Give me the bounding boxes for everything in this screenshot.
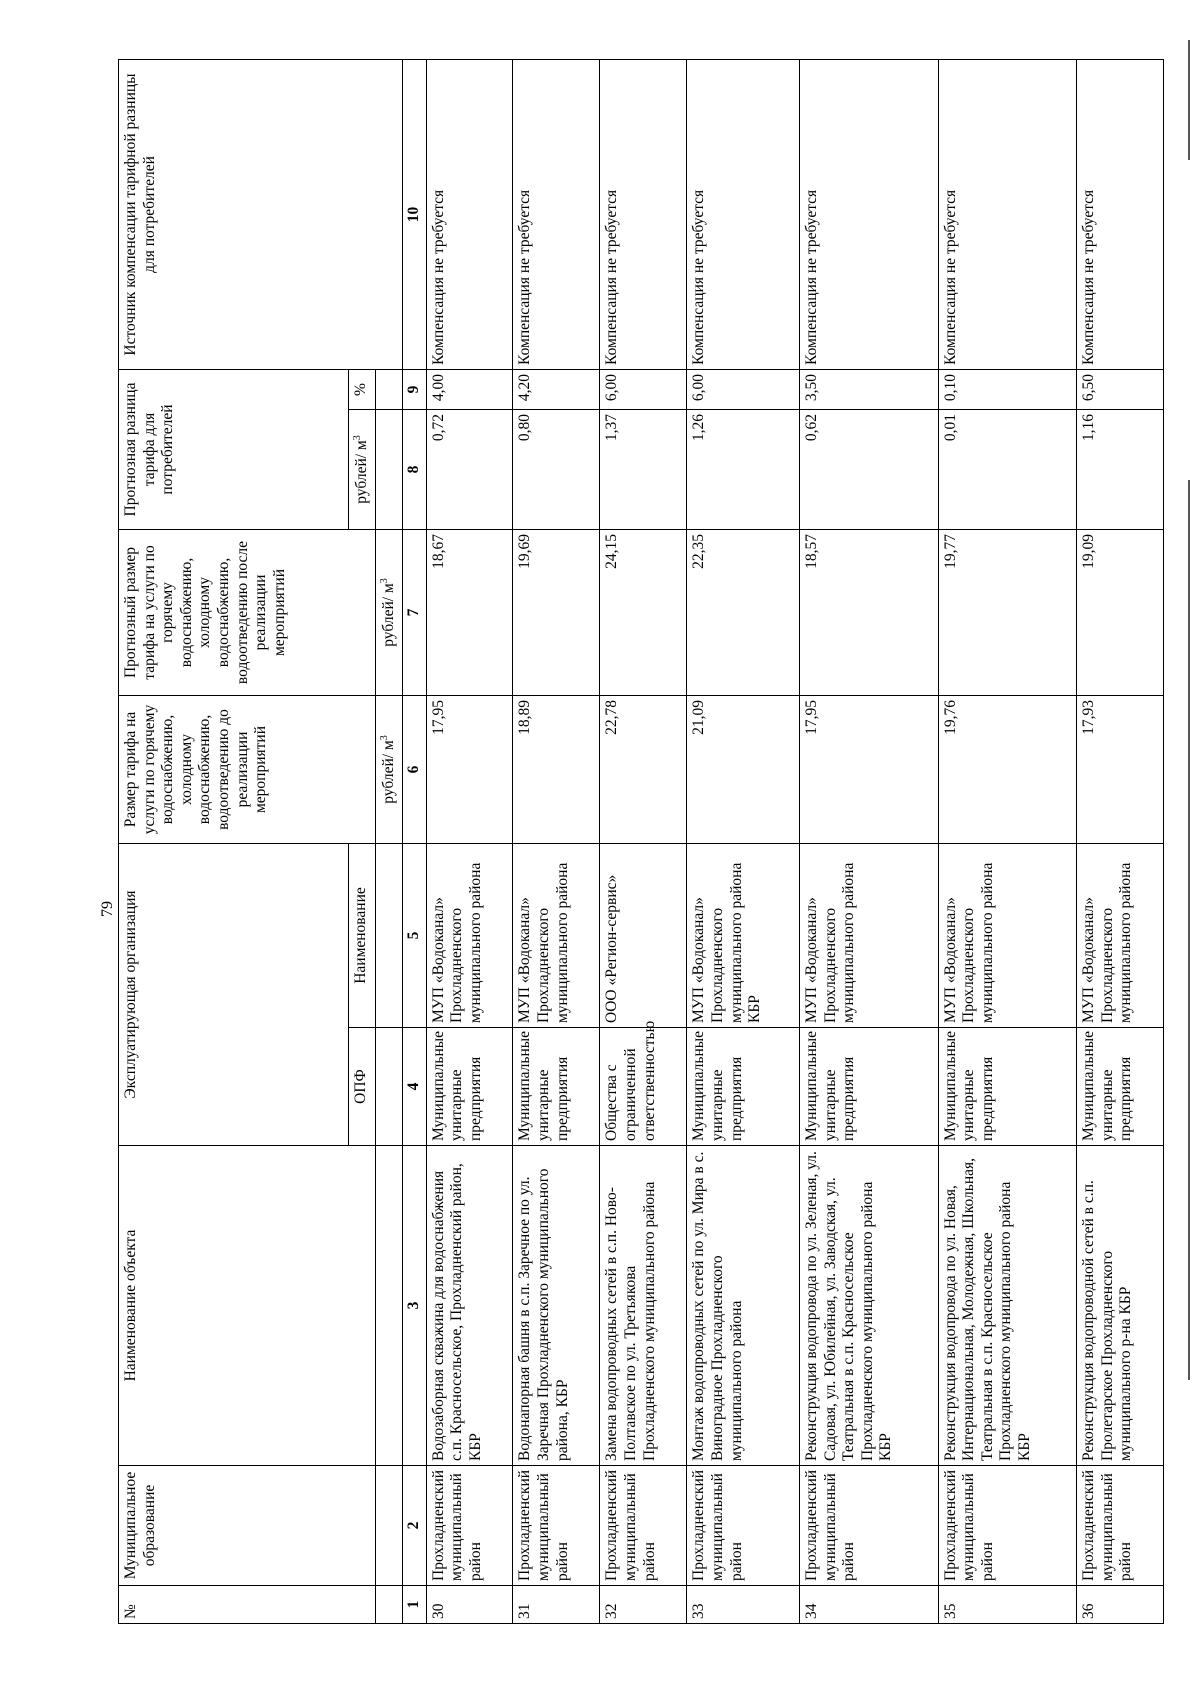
header-object-name: Наименование объекта [119, 1146, 376, 1466]
column-number: 6 [402, 696, 426, 844]
column-number: 3 [402, 1146, 426, 1466]
table-row [426, 60, 513, 1624]
row-difference-pct: 6,00 [600, 370, 687, 410]
header-unit-rub-7 [375, 530, 402, 696]
column-number: 8 [402, 410, 426, 530]
scan-edge-mark [1188, 480, 1190, 1380]
column-number: 9 [402, 370, 426, 410]
row-difference-pct: 4,20 [513, 370, 600, 410]
row-tariff-after: 24,15 [600, 530, 687, 696]
row-tariff-before: 17,93 [1077, 696, 1164, 844]
row-org-name: МУП «Водоканал» Прохладненского муниципального района [938, 844, 1076, 1028]
header-tariff-after [119, 530, 376, 696]
row-tariff-after: 18,57 [800, 530, 938, 696]
unit-spacer-9 [375, 370, 402, 410]
row-number: 31 [513, 1586, 600, 1624]
row-difference-rub: 1,37 [600, 410, 687, 530]
table-row [938, 60, 1076, 1624]
row-object-name: Водозаборная скважина для водоснабжения с.п. Красносельское, Прохладненский район, КБР [426, 1146, 513, 1466]
unit-text: рублей/ м [379, 740, 397, 804]
row-org-name: МУП «Водоканал» Прохладненского муниципального района [426, 844, 513, 1028]
row-org-name: МУП «Водоканал» Прохладненского муниципального района [513, 844, 600, 1028]
unit-spacer-2 [375, 1466, 402, 1586]
unit-text: рублей/ м [379, 583, 397, 647]
row-municipality: Прохладненский муниципальный район [1077, 1466, 1164, 1586]
header-unit-pct: % [349, 370, 376, 410]
row-municipality: Прохладненский муниципальный район [600, 1466, 687, 1586]
row-number: 35 [938, 1586, 1076, 1624]
header-unit-rub-8 [349, 410, 376, 530]
row-compensation-source: Компенсация не требуется [687, 60, 800, 370]
column-number: 7 [402, 530, 426, 696]
row-org-name: МУП «Водоканал» Прохладненского муниципального района [800, 844, 938, 1028]
header-tariff-difference: Прогнозная разница тарифа для потребителей [119, 370, 349, 530]
header-org-name: Наименование [349, 844, 376, 1028]
column-number: 5 [402, 844, 426, 1028]
row-difference-rub: 0,62 [800, 410, 938, 530]
unit-spacer-3 [375, 1146, 402, 1466]
row-object-name: Водонапорная башня в с.п. Заречное по ул. Заречная Прохладненского муниципального района, КБР [513, 1146, 600, 1466]
unit-spacer-4 [375, 1028, 402, 1146]
row-tariff-before: 17,95 [800, 696, 938, 844]
header-municipality: Муниципальное образование [119, 1466, 376, 1586]
row-org-name: МУП «Водоканал» Прохладненского муниципального района КБР [687, 844, 800, 1028]
row-org-name: ООО «Регион-сервис» [600, 844, 687, 1028]
row-difference-rub: 0,01 [938, 410, 1076, 530]
unit-spacer-5 [375, 844, 402, 1028]
row-compensation-source: Компенсация не требуется [938, 60, 1076, 370]
row-difference-pct: 6,50 [1077, 370, 1164, 410]
row-municipality: Прохладненский муниципальный район [938, 1466, 1076, 1586]
scan-edge-mark [1188, 40, 1190, 160]
row-difference-rub: 0,80 [513, 410, 600, 530]
row-number: 36 [1077, 1586, 1164, 1624]
row-difference-pct: 3,50 [800, 370, 938, 410]
row-tariff-before: 18,89 [513, 696, 600, 844]
unit-sup: 3 [378, 578, 390, 584]
unit-sup: 3 [378, 735, 390, 741]
header-number: № [119, 1586, 376, 1624]
unit-spacer-1 [375, 1586, 402, 1624]
row-opf: Муниципальные унитарные предприятия [426, 1028, 513, 1146]
header-unit-rub-6 [375, 696, 402, 844]
row-difference-rub: 1,26 [687, 410, 800, 530]
row-difference-rub: 1,16 [1077, 410, 1164, 530]
row-opf: Общества с ограниченной ответственностью [600, 1028, 687, 1146]
header-tariff-before [119, 696, 376, 844]
rotated-table-container [118, 60, 1164, 1624]
row-number: 32 [600, 1586, 687, 1624]
column-number: 4 [402, 1028, 426, 1146]
row-number: 30 [426, 1586, 513, 1624]
row-tariff-after: 22,35 [687, 530, 800, 696]
unit-spacer-8 [375, 410, 402, 530]
row-object-name: Реконструкция водопровода по ул. Новая, Интернациональная, Молодежная, Школьная, Театральная в с.п. Красносельское Прохладненского муниципального района КБР [938, 1146, 1076, 1466]
header-operating-organization: Эксплуатирующая организация [119, 844, 349, 1146]
row-difference-pct: 0,10 [938, 370, 1076, 410]
unit-sup: 3 [352, 435, 363, 441]
unit-text: рублей/ м [353, 440, 371, 504]
row-number: 34 [800, 1586, 938, 1624]
row-tariff-before: 21,09 [687, 696, 800, 844]
row-org-name: МУП «Водоканал» Прохладненского муниципального района [1077, 844, 1164, 1028]
row-difference-rub: 0,72 [426, 410, 513, 530]
row-difference-pct: 4,00 [426, 370, 513, 410]
row-compensation-source: Компенсация не требуется [513, 60, 600, 370]
row-opf: Муниципальные унитарные предприятия [938, 1028, 1076, 1146]
header-tariff-before-text: Размер тарифа на услуги по горячему водоснабжению, холодному водоснабжению, водоотведению до реализации мероприятий [122, 704, 270, 835]
row-tariff-after: 18,67 [426, 530, 513, 696]
row-municipality: Прохладненский муниципальный район [426, 1466, 513, 1586]
page-number: 79 [99, 901, 116, 917]
row-difference-pct: 6,00 [687, 370, 800, 410]
tariff-table [118, 59, 1164, 1624]
row-compensation-source: Компенсация не требуется [426, 60, 513, 370]
row-tariff-before: 22,78 [600, 696, 687, 844]
column-number: 2 [402, 1466, 426, 1586]
table-row [800, 60, 938, 1624]
row-tariff-before: 17,95 [426, 696, 513, 844]
row-tariff-after: 19,09 [1077, 530, 1164, 696]
header-tariff-after-text: Прогнозный размер тарифа на услуги по горячему водоснабжению, холодному водоснабжению, водоотведению после реализации мероприятий [122, 540, 288, 685]
header-opf: ОПФ [349, 1028, 376, 1146]
row-compensation-source: Компенсация не требуется [600, 60, 687, 370]
row-tariff-before: 19,76 [938, 696, 1076, 844]
table-row [1077, 60, 1164, 1624]
row-tariff-after: 19,77 [938, 530, 1076, 696]
column-number: 10 [402, 60, 426, 370]
row-object-name: Монтаж водопроводных сетей по ул. Мира в с. Виноградное Прохладненского муниципального района [687, 1146, 800, 1466]
row-municipality: Прохладненский муниципальный район [800, 1466, 938, 1586]
row-opf: Муниципальные унитарные предприятия [1077, 1028, 1164, 1146]
row-municipality: Прохладненский муниципальный район [687, 1466, 800, 1586]
table-row [513, 60, 600, 1624]
row-municipality: Прохладненский муниципальный район [513, 1466, 600, 1586]
table-row [687, 60, 800, 1624]
row-compensation-source: Компенсация не требуется [1077, 60, 1164, 370]
row-tariff-after: 19,69 [513, 530, 600, 696]
row-object-name: Замена водопроводных сетей в с.п. Ново-Полтавское по ул. Третьякова Прохладненского муниципального района [600, 1146, 687, 1466]
row-object-name: Реконструкция водопроводной сетей в с.п. Пролетарское Прохладненского муниципального р-на КБР [1077, 1146, 1164, 1466]
row-number: 33 [687, 1586, 800, 1624]
column-number: 1 [402, 1586, 426, 1624]
table-row [600, 60, 687, 1624]
header-compensation-source: Источник компенсации тарифной разницы для потребителей [119, 60, 403, 370]
row-opf: Муниципальные унитарные предприятия [687, 1028, 800, 1146]
row-opf: Муниципальные унитарные предприятия [800, 1028, 938, 1146]
row-object-name: Реконструкция водопровода по ул. Зеленая, ул. Садовая, ул. Юбилейная, ул. Заводская, ул. Театральная в с.п. Красносельское Прохладненского муниципального района КБР [800, 1146, 938, 1466]
row-opf: Муниципальные унитарные предприятия [513, 1028, 600, 1146]
row-compensation-source: Компенсация не требуется [800, 60, 938, 370]
